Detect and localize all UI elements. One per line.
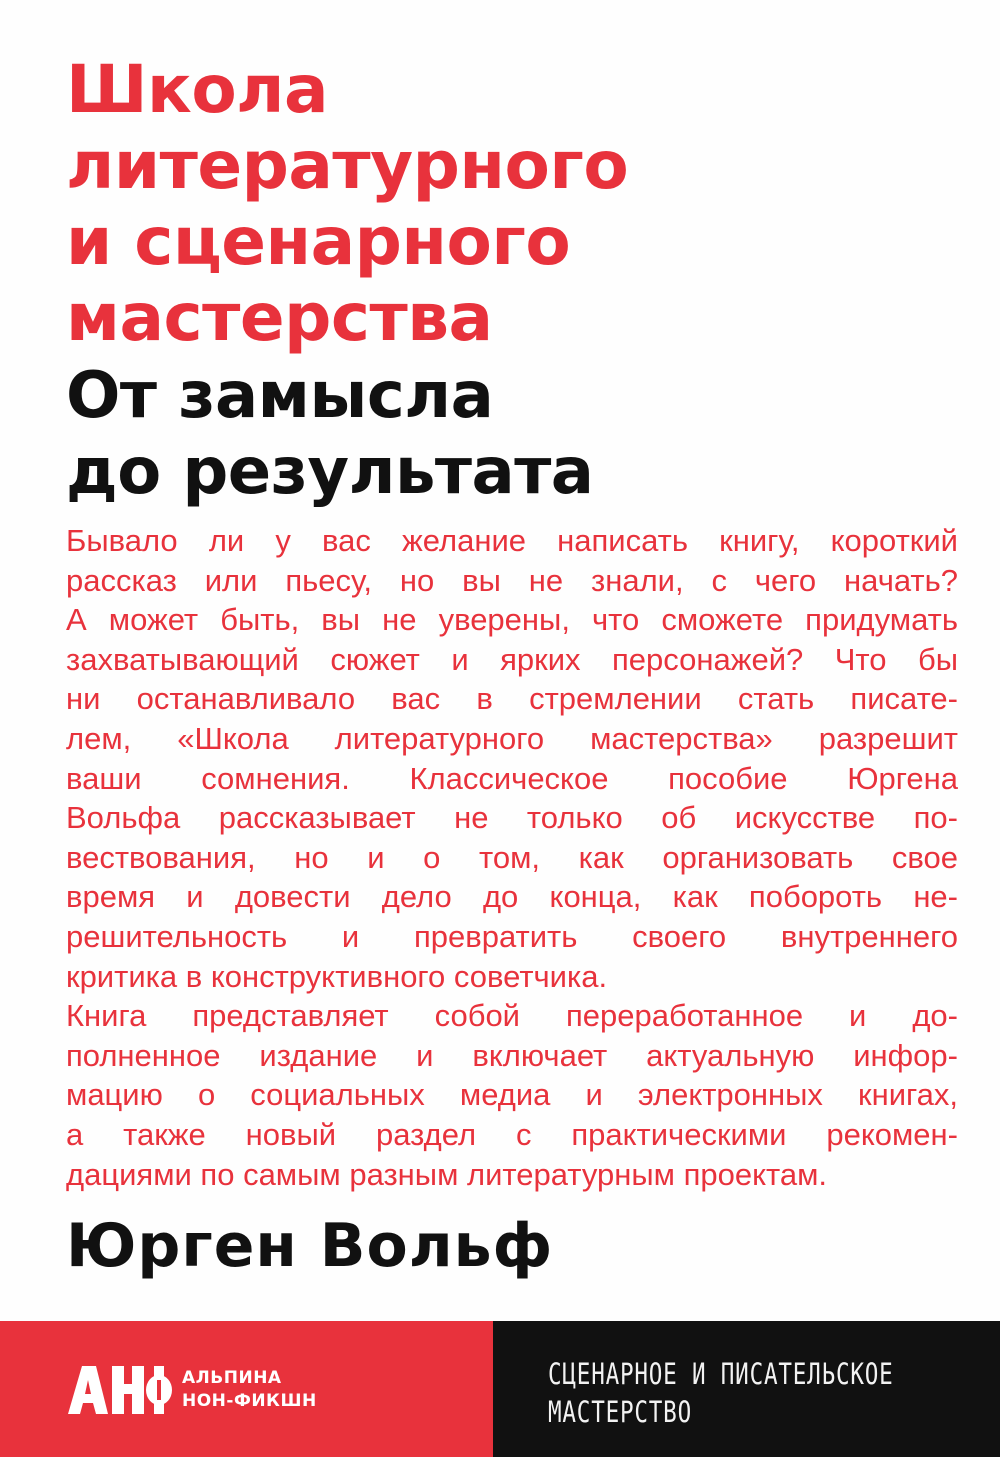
book-title xyxy=(66,358,926,510)
series-title-line: Школа xyxy=(66,51,329,128)
publisher-line: АЛЬПИНА xyxy=(182,1368,282,1388)
description-line: захватывающий сюжет и ярких персонажей? Что бы xyxy=(66,641,958,677)
description-line: дациями по самым разным литературным проектам. xyxy=(66,1156,827,1192)
description-line: Вольфа рассказывает не только об искусстве по- xyxy=(66,800,958,836)
description-line: Книга представляет собой переработанное и до- xyxy=(66,998,958,1034)
anf-logo-icon xyxy=(68,1366,172,1414)
description-line: а также новый раздел с практическими рекомен- xyxy=(66,1116,958,1152)
series-title xyxy=(66,52,926,356)
description-line: решительность и превратить своего внутреннего xyxy=(66,918,958,954)
description-line: вествования, но и о том, как организовать свое xyxy=(66,839,958,875)
description-line: полненное издание и включает актуальную инфор- xyxy=(66,1037,958,1073)
description-line: критика в конструктивного советчика. xyxy=(66,958,608,994)
collection-line: МАСТЕРСТВО xyxy=(548,1395,692,1429)
book-title-line: От замысла xyxy=(66,359,494,433)
collection-name xyxy=(548,1355,894,1431)
description-line: рассказ или пьесу, но вы не знали, с чего начать? xyxy=(66,562,958,598)
book-title-line: до результата xyxy=(66,435,594,509)
description-line: Бывало ли у вас желание написать книгу, короткий xyxy=(66,523,958,558)
series-title-line: литературного xyxy=(66,127,629,204)
description-line: мацию о социальных медиа и электронных книгах, xyxy=(66,1077,958,1113)
collection-line: СЦЕНАРНОЕ И ПИСАТЕЛЬСКОЕ xyxy=(548,1357,894,1391)
description-line: лем, «Школа литературного мастерства» разрешит xyxy=(66,720,958,756)
publisher-line: НОН-ФИКШН xyxy=(182,1391,317,1411)
book-description xyxy=(66,521,958,1194)
description-line: время и довести дело до конца, как побороть не- xyxy=(66,879,958,915)
author-name: Юрген Вольф xyxy=(66,1211,554,1281)
series-title-line: мастерства xyxy=(66,279,493,356)
description-line: ни останавливало вас в стремлении стать писате- xyxy=(66,681,958,717)
publisher-name xyxy=(182,1367,317,1413)
series-title-line: и сценарного xyxy=(66,203,571,280)
description-line: ваши сомнения. Классическое пособие Юргена xyxy=(66,760,958,796)
description-line: А может быть, вы не уверены, что сможете придумать xyxy=(66,602,958,638)
